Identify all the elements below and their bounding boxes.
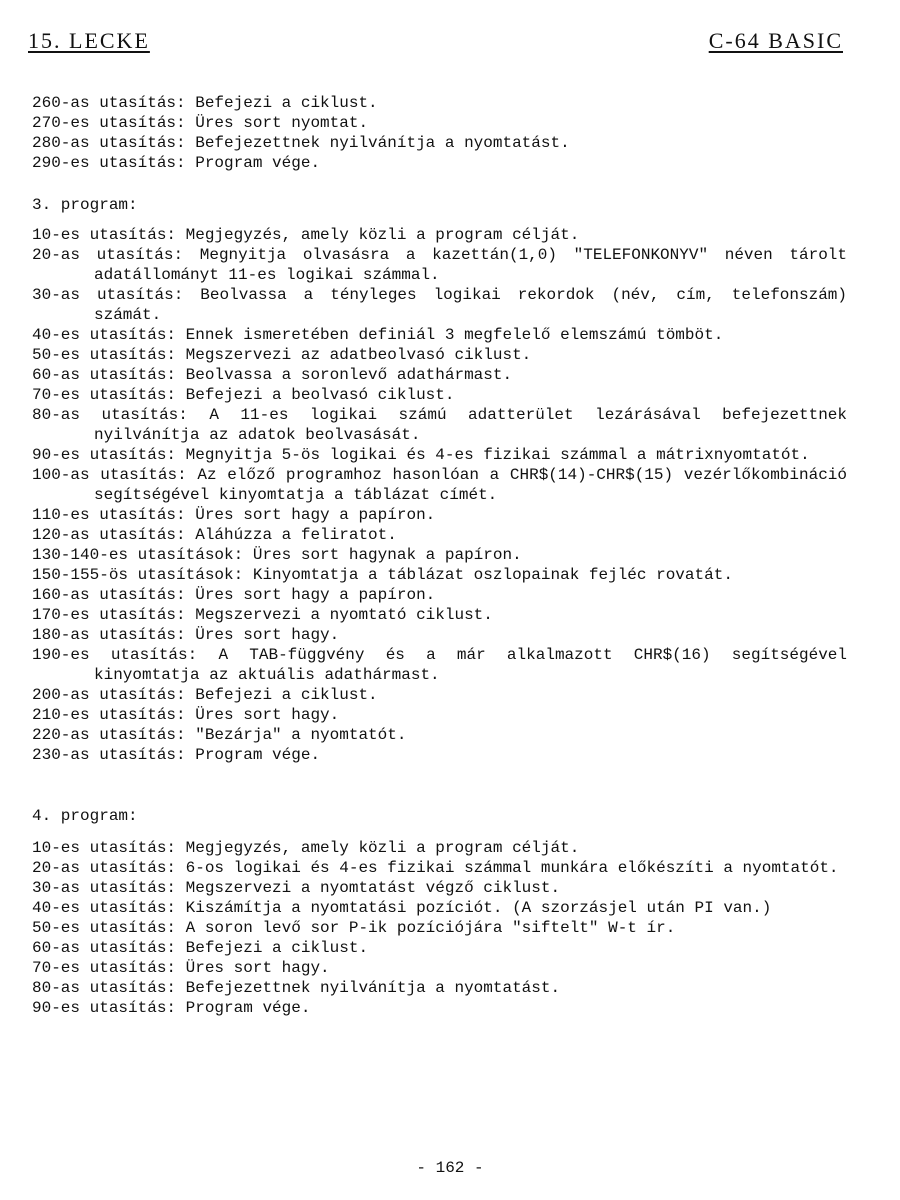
statement-line: 10-es utasítás: Megjegyzés, amely közli a program célját.: [32, 839, 580, 857]
statement-line: 160-as utasítás: Üres sort hagy a papíron.: [32, 586, 436, 604]
statement-line: 50-es utasítás: Megszervezi az adatbeolvasó ciklust.: [32, 346, 532, 364]
statement-line: 110-es utasítás: Üres sort hagy a papíron.: [32, 506, 436, 524]
program-3-section: [32, 195, 847, 215]
statement-line: 50-es utasítás: A soron levő sor P-ik pozíciójára "siftelt" W-t ír.: [32, 919, 676, 937]
program-4-heading: 4. program:: [32, 807, 138, 825]
statement-line: 80-as utasítás: A 11-es logikai számú adatterület lezárásával befejezettnek nyilvánítja az adatok beolvasását.: [32, 406, 857, 444]
statement-line: 90-es utasítás: Megnyitja 5-ös logikai és 4-es fizikai számmal a mátrixnyomtatót.: [32, 446, 810, 464]
page-header: [28, 28, 843, 54]
statement-line: 100-as utasítás: Az előző programhoz hasonlóan a CHR$(14)-CHR$(15) vezérlőkombináció segítségével kinyomtatja a táblázat címét.: [32, 466, 857, 504]
statement-line: 210-es utasítás: Üres sort hagy.: [32, 706, 340, 724]
intro-statements: [32, 93, 847, 173]
statement-line: 20-as utasítás: Megnyitja olvasásra a kazettán(1,0) "TELEFONKONYV" néven tárolt adatállományt 11-es logikai számmal.: [32, 246, 857, 284]
statement-line: 60-as utasítás: Befejezi a ciklust.: [32, 939, 369, 957]
statement-line: 170-es utasítás: Megszervezi a nyomtató ciklust.: [32, 606, 493, 624]
statement-line: 200-as utasítás: Befejezi a ciklust.: [32, 686, 378, 704]
program-3-statements: [32, 225, 857, 765]
statement-line: 40-es utasítás: Ennek ismeretében definiál 3 megfelelő elemszámú tömböt.: [32, 326, 724, 344]
statement-line: 30-as utasítás: Megszervezi a nyomtatást végző ciklust.: [32, 879, 561, 897]
statement-line: 60-as utasítás: Beolvassa a soronlevő adathármast.: [32, 366, 513, 384]
lesson-title: 15. LECKE: [28, 28, 150, 53]
statement-line: 80-as utasítás: Befejezettnek nyilvánítja a nyomtatást.: [32, 979, 561, 997]
statement-line: 220-as utasítás: "Bezárja" a nyomtatót.: [32, 726, 407, 744]
statement-line: 10-es utasítás: Megjegyzés, amely közli a program célját.: [32, 226, 580, 244]
statement-line: 30-as utasítás: Beolvassa a tényleges logikai rekordok (név, cím, telefonszám) számát.: [32, 286, 857, 324]
statement-line: 90-es utasítás: Program vége.: [32, 999, 311, 1017]
program-4-section: [32, 806, 847, 826]
statement-line: 270-es utasítás: Üres sort nyomtat.: [32, 114, 369, 132]
statement-line: 40-es utasítás: Kiszámítja a nyomtatási pozíciót. (A szorzásjel után PI van.): [32, 899, 772, 917]
book-title: C-64 BASIC: [708, 28, 843, 53]
statement-line: 120-as utasítás: Aláhúzza a feliratot.: [32, 526, 397, 544]
statement-line: 260-as utasítás: Befejezi a ciklust.: [32, 94, 378, 112]
statement-line: 230-as utasítás: Program vége.: [32, 746, 321, 764]
statement-line: 190-es utasítás: A TAB-függvény és a már alkalmazott CHR$(16) segítségével kinyomtatja az aktuális adathármast.: [32, 646, 857, 684]
page-number: - 162 -: [416, 1159, 484, 1177]
program-4-statements: [32, 838, 847, 1018]
program-3-heading: 3. program:: [32, 196, 138, 214]
statement-line: 150-155-ös utasítások: Kinyomtatja a táblázat oszlopainak fejléc rovatát.: [32, 566, 733, 584]
statement-line: 180-as utasítás: Üres sort hagy.: [32, 626, 340, 644]
statement-line: 280-as utasítás: Befejezettnek nyilvánítja a nyomtatást.: [32, 134, 570, 152]
statement-line: 20-as utasítás: 6-os logikai és 4-es fizikai számmal munkára előkészíti a nyomtatót.: [32, 859, 839, 877]
statement-line: 130-140-es utasítások: Üres sort hagynak a papíron.: [32, 546, 522, 564]
statement-line: 290-es utasítás: Program vége.: [32, 154, 321, 172]
statement-line: 70-es utasítás: Befejezi a beolvasó ciklust.: [32, 386, 455, 404]
statement-line: 70-es utasítás: Üres sort hagy.: [32, 959, 330, 977]
